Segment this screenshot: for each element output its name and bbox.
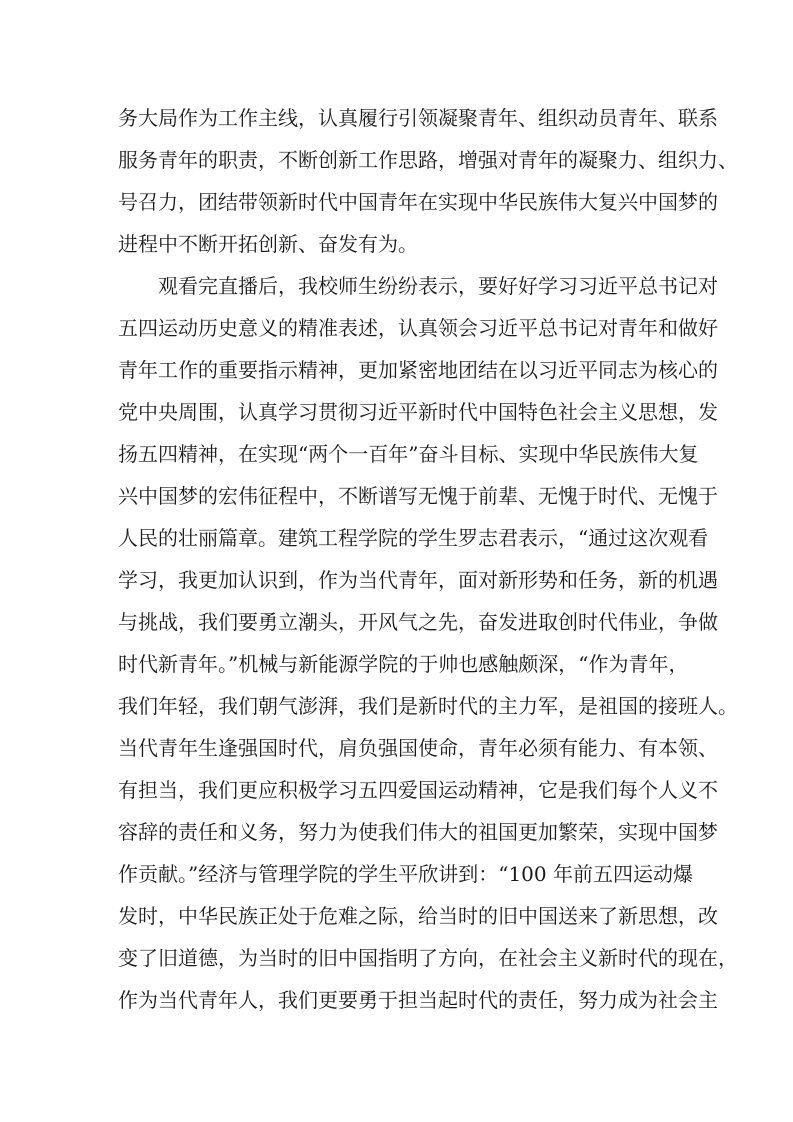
text-line: 青年工作的重要指示精神，更加紧密地团结在以习近平同志为核心的 — [118, 358, 718, 382]
text-line: 学习，我更加认识到，作为当代青年，面对新形势和任务，新的机遇 — [118, 568, 718, 592]
text-line: 进程中不断开拓创新、奋发有为。 — [118, 232, 418, 256]
text-line: 服务青年的职责，不断创新工作思路，增强对青年的凝聚力、组织力、 — [118, 148, 738, 172]
text-line: 党中央周围，认真学习贯彻习近平新时代中国特色社会主义思想，发 — [118, 400, 718, 424]
text-line: 与挑战，我们要勇立潮头，开风气之先，奋发进取创时代伟业，争做 — [118, 610, 718, 634]
text-line: 作贡献。”经济与管理学院的学生平欣讲到：“100 年前五四运动爆 — [118, 862, 693, 886]
text-line: 扬五四精神，在实现“两个一百年”奋斗目标、实现中华民族伟大复 — [118, 442, 699, 466]
text-line: 当代青年生逢强国时代，肩负强国使命，青年必须有能力、有本领、 — [118, 736, 718, 760]
text-line: 我们年轻，我们朝气澎湃，我们是新时代的主力军，是祖国的接班人。 — [118, 694, 738, 718]
text-line: 作为当代青年人，我们更要勇于担当起时代的责任，努力成为社会主 — [118, 988, 718, 1012]
text-line: 号召力，团结带领新时代中国青年在实现中华民族伟大复兴中国梦的 — [118, 190, 718, 214]
text-line: 时代新青年。”机械与新能源学院的于帅也感触颇深，“作为青年， — [118, 652, 689, 676]
text-line: 容辞的责任和义务，努力为使我们伟大的祖国更加繁荣，实现中国梦 — [118, 820, 718, 844]
text-line: 人民的壮丽篇章。建筑工程学院的学生罗志君表示，“通过这次观看 — [118, 526, 709, 550]
text-line: 观看完直播后，我校师生纷纷表示，要好好学习习近平总书记对 — [158, 274, 718, 298]
text-line: 兴中国梦的宏伟征程中，不断谱写无愧于前辈、无愧于时代、无愧于 — [118, 484, 718, 508]
text-line: 五四运动历史意义的精准表述，认真领会习近平总书记对青年和做好 — [118, 316, 718, 340]
text-line: 务大局作为工作主线，认真履行引领凝聚青年、组织动员青年、联系 — [118, 106, 718, 130]
text-line: 变了旧道德，为当时的旧中国指明了方向，在社会主义新时代的现在， — [118, 946, 738, 970]
text-line: 发时，中华民族正处于危难之际，给当时的旧中国送来了新思想，改 — [118, 904, 718, 928]
text-line: 有担当，我们更应积极学习五四爱国运动精神，它是我们每个人义不 — [118, 778, 718, 802]
